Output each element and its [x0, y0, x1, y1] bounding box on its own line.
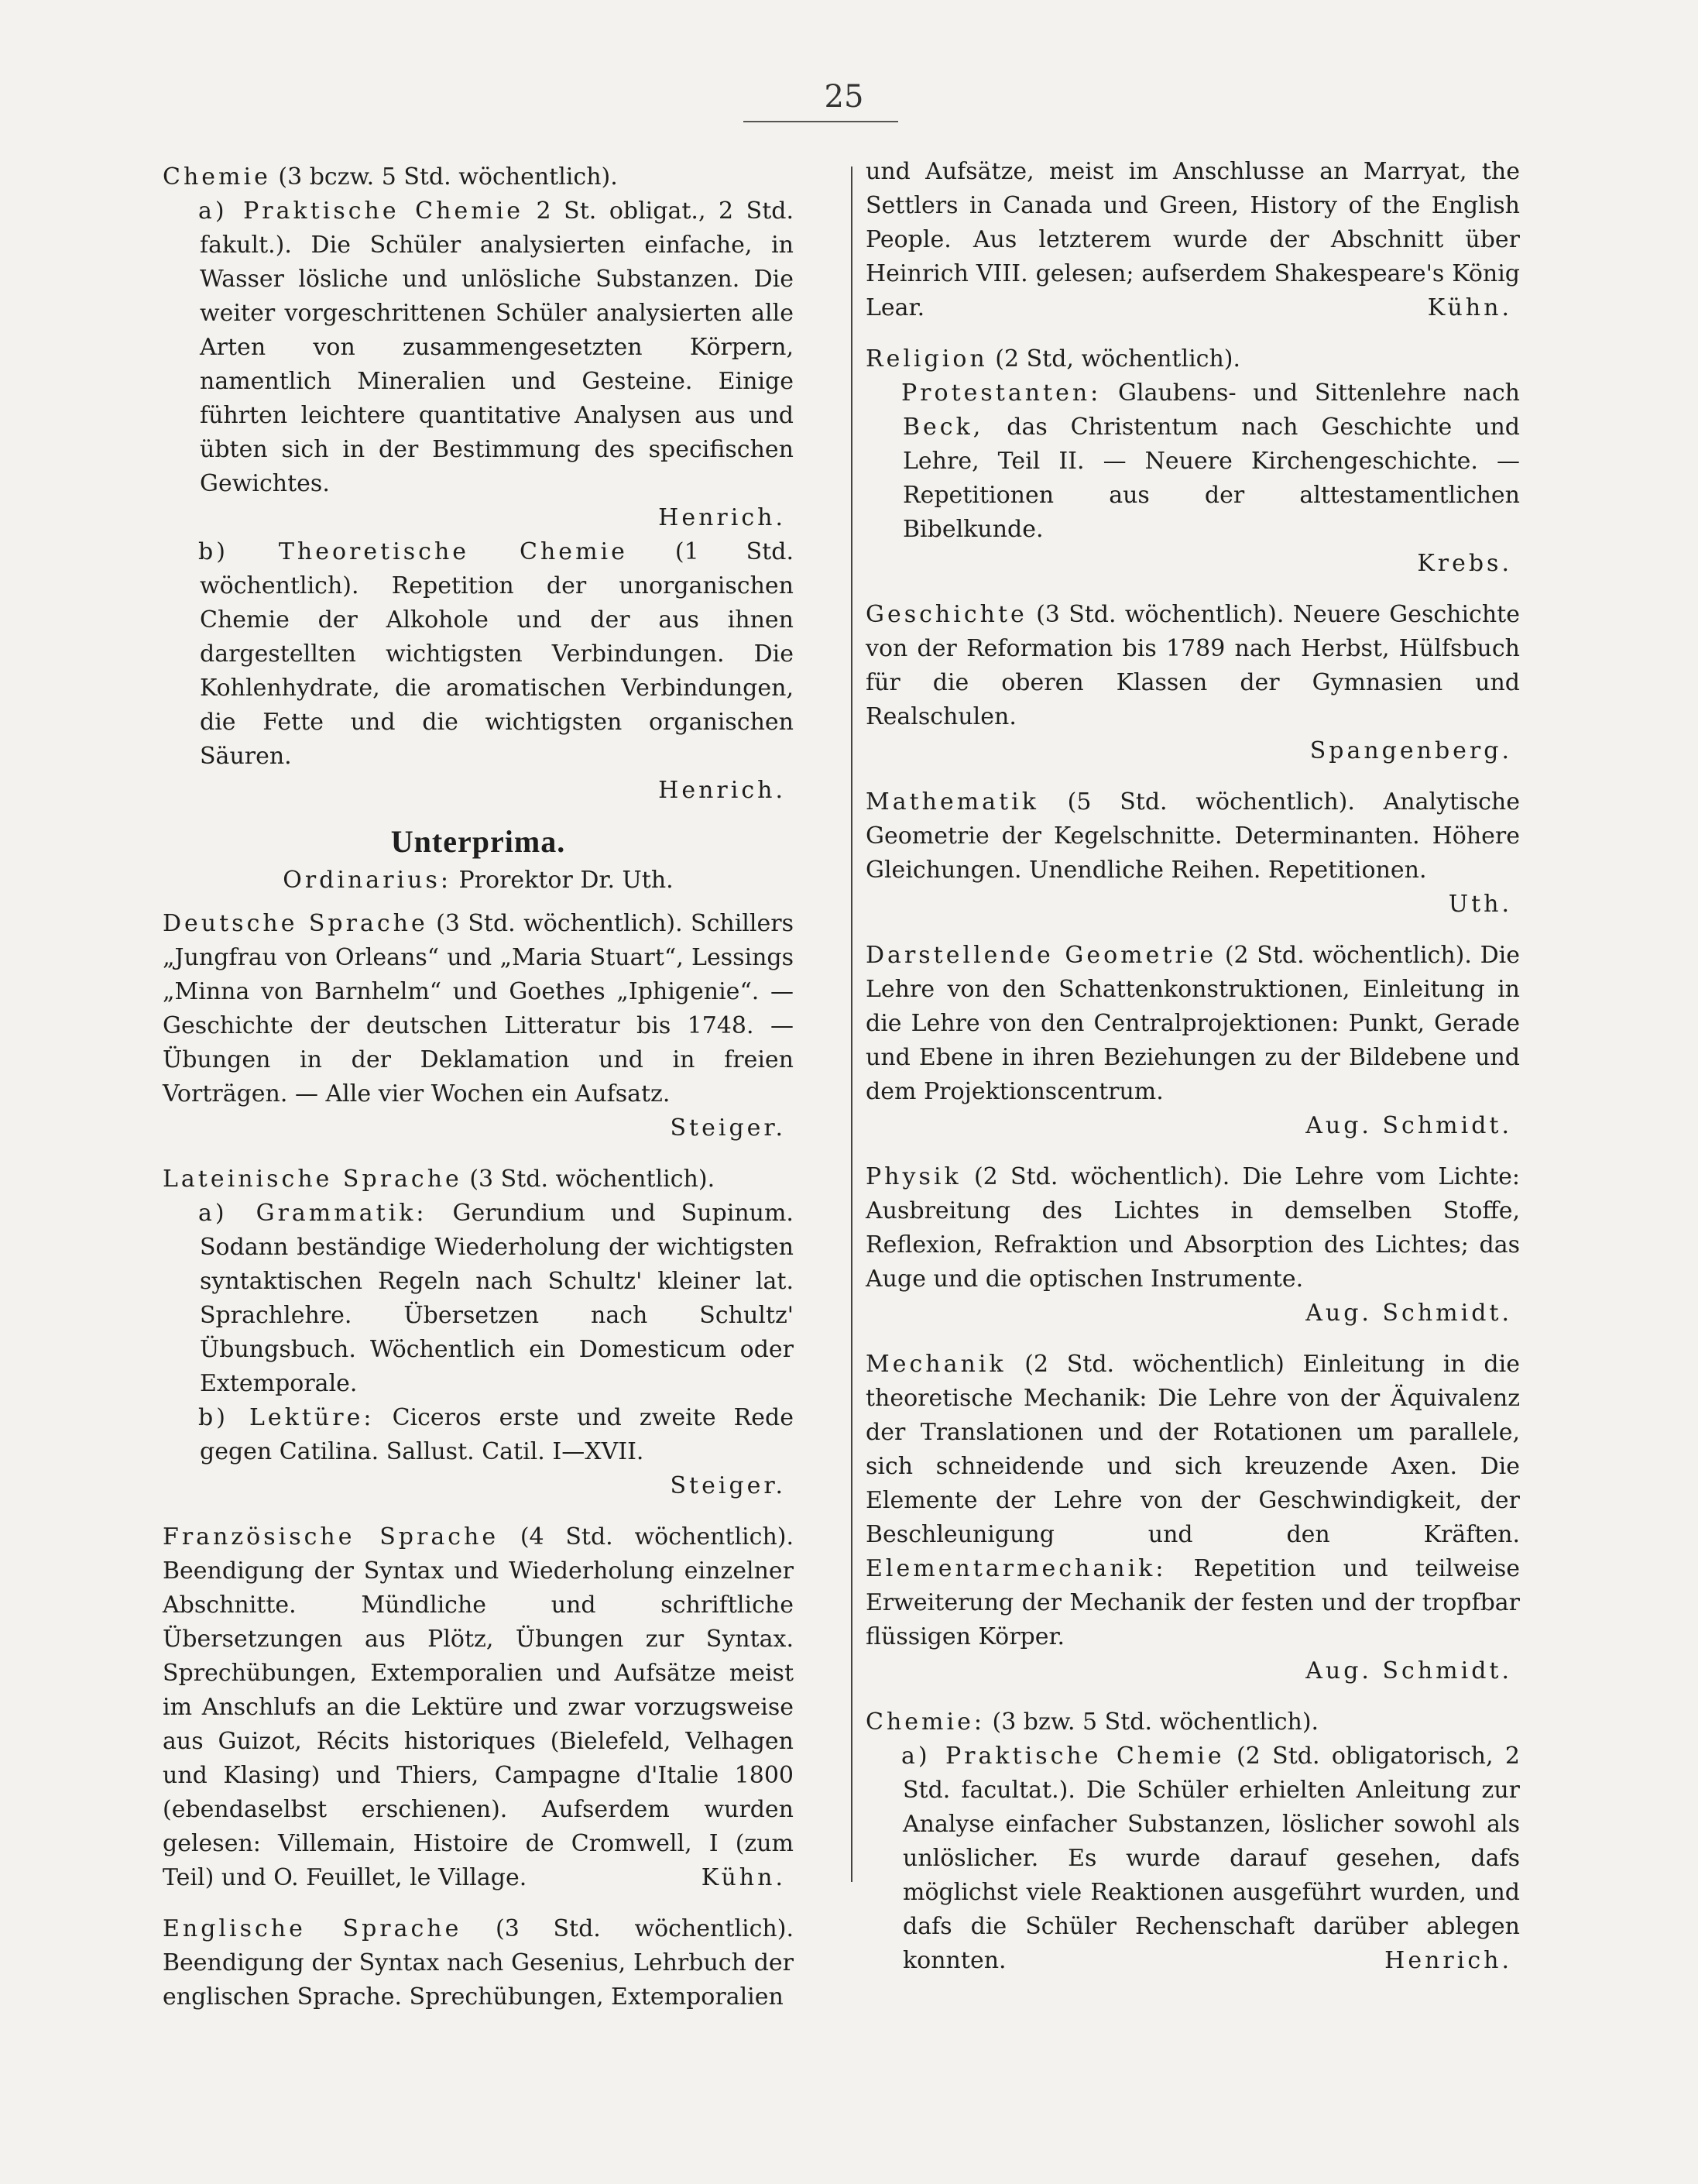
signature: Aug. Schmidt. [1305, 1300, 1512, 1327]
section-title: Religion [866, 345, 988, 373]
signature: Aug. Schmidt. [1305, 1657, 1512, 1684]
section-title: Französische Sprache [163, 1523, 499, 1550]
page-number: 25 [824, 79, 864, 115]
section-deutsche-sprache: Deutsche Sprache (3 Std. wöchentlich). Schillers „Jungfrau von Orleans“ und „Maria Stuart“, Lessings „Minna von Barnhelm“ und Goethes „Iphigenie“. — Geschichte der deutschen Litteratur bis 1748. — Übungen in der Deklamation und in freien Vorträgen. — Alle vier Wochen ein Aufsatz. Steiger. [163, 907, 794, 1145]
section-geschichte: Geschichte (3 Std. wöchentlich). Neuere Geschichte von der Reformation bis 1789 nach Herbst, Hülfsbuch für die oberen Klassen der Gymnasien und Realschulen. Spangenberg. [866, 598, 1520, 768]
section-title: Englische Sprache [163, 1915, 462, 1942]
subsection-title: b) Lektüre: [198, 1404, 375, 1431]
section-chemie-oberprima: Chemie (3 bczw. 5 Std. wöchentlich). a) Praktische Chemie 2 St. obligat., 2 Std. fakult.). Die Schüler analysierten einfache, in Wasser lösliche und unlösliche Substanzen. Die weiter vorgeschrittenen Schüler analysierten alle Arten von zusammengesetzten Körpern, namentlich Mineralien und Gesteine. Einige führten leichtere quantitative Analysen aus und übten sich in der Bestimmung des specifischen Gewichtes. Henrich. b) Theoretische Chemie (1 Std. wöchentlich). Repetition der unorganischen Chemie der Alkohole und der aus ihnen dargestellten wichtigsten Verbindungen. Die Kohlenhydrate, die aromatischen Verbindungen, die Fette und die wichtigsten organischen Säuren. Henrich. [163, 160, 794, 808]
subsection-title: Elementarmechanik: [866, 1555, 1167, 1582]
signature: Krebs. [1417, 550, 1512, 577]
signature: Spangenberg. [1309, 737, 1512, 764]
subsection-title: a) Praktische Chemie [198, 197, 523, 225]
section-title: Geschichte [866, 601, 1027, 628]
signature: Steiger. [670, 1472, 786, 1499]
signature: Kühn. [1427, 294, 1512, 321]
author-name: Beck, [903, 414, 984, 441]
section-chemie-unterprima: Chemie: (3 bzw. 5 Std. wöchentlich). a) Praktische Chemie (2 Std. obligatorisch, 2 Std. facultat.). Die Schüler erhielten Anleitung zur Analyse einfacher Substanzen, löslicher sowohl als unlöslicher. Es wurde darauf gesehen, dafs möglichst viele Reaktionen ausgeführt wurden, und dafs die Schüler Rechenschaft darüber ablegen konnten. Henrich. [866, 1705, 1520, 1978]
class-heading: Unterprima. [390, 824, 566, 859]
section-physik: Physik (2 Std. wöchentlich). Die Lehre vom Lichte: Ausbreitung des Lichtes in demselben Stoffe, Reflexion, Refraktion und Absorption des Lichtes; das Auge und die optischen Instrumente. Aug. Schmidt. [866, 1160, 1520, 1331]
left-column [163, 160, 794, 2031]
signature: Henrich. [1384, 1947, 1512, 1974]
column-divider [851, 167, 852, 1882]
section-title: Physik [866, 1163, 962, 1190]
section-mechanik: Mechanik (2 Std. wöchentlich) Einleitung in die theoretische Mechanik: Die Lehre von der Äquivalenz der Translationen und der Rotationen um parallele, sich schneidende und sich kreuzende Axen. Die Elemente der Lehre von der Geschwindigkeit, der Beschleunigung und den Kräften. Elementarmechanik: Repetition und teilweise Erweiterung der Mechanik der festen und der tropfbar flüssigen Körper. Aug. Schmidt. [866, 1348, 1520, 1688]
section-title: Chemie [163, 163, 271, 191]
section-englische-sprache-cont: und Aufsätze, meist im Anschlusse an Marryat, the Settlers in Canada und Green, History of the English People. Aus letzterem wurde der Abschnitt über Heinrich VIII. gelesen; aufserdem Shakespeare's König Lear. Kühn. [866, 155, 1520, 325]
section-darstellende-geometrie: Darstellende Geometrie (2 Std. wöchentlich). Die Lehre von den Schattenkonstruktionen, Einleitung in die Lehre von den Centralprojektionen: Punkt, Gerade und Ebene in ihren Beziehungen zu der Bildebene und dem Projektionscentrum. Aug. Schmidt. [866, 939, 1520, 1143]
signature: Uth. [1448, 891, 1512, 918]
section-title: Lateinische Sprache [163, 1166, 462, 1193]
section-title: Mathematik [866, 788, 1039, 816]
signature: Henrich. [658, 777, 786, 804]
section-mathematik: Mathematik (5 Std. wöchentlich). Analytische Geometrie der Kegelschnitte. Determinanten. Höhere Gleichungen. Unendliche Reihen. Repetitionen. Uth. [866, 785, 1520, 922]
page-number-rule [743, 121, 898, 122]
ordinarius-line: Ordinarius: Prorektor Dr. Uth. [283, 867, 674, 894]
signature: Henrich. [658, 504, 786, 531]
section-religion: Religion (2 Std, wöchentlich). Protestanten: Glaubens- und Sittenlehre nach Beck, das Christentum nach Geschichte und Lehre, Teil II. — Neuere Kirchengeschichte. — Repetitionen aus der alttestamentlichen Bibelkunde. Krebs. [866, 342, 1520, 581]
subsection-title: a) Grammatik: [198, 1200, 427, 1227]
signature: Steiger. [670, 1114, 786, 1142]
right-column [866, 155, 1520, 1995]
section-lateinische-sprache: Lateinische Sprache (3 Std. wöchentlich). a) Grammatik: Gerundium und Supinum. Sodann beständige Wiederholung der wichtigsten syntaktischen Regeln nach Schultz' kleiner lat. Sprachlehre. Übersetzen nach Schultz' Übungsbuch. Wöchentlich ein Domesticum oder Extemporale. b) Lektüre: Ciceros erste und zweite Rede gegen Catilina. Sallust. Catil. I—XVII. Steiger. [163, 1162, 794, 1503]
signature: Kühn. [701, 1864, 786, 1891]
section-title: Chemie: [866, 1708, 985, 1736]
section-franzoesische-sprache: Französische Sprache (4 Std. wöchentlich). Beendigung der Syntax und Wiederholung einzelner Abschnitte. Mündliche und schriftliche Übersetzungen aus Plötz, Übungen zur Syntax. Sprechübungen, Extemporalien und Aufsätze meist im Anschlufs an die Lektüre und zwar vorzugsweise aus Guizot, Récits historiques (Bielefeld, Velhagen und Klasing) und Thiers, Campagne d'Italie 1800 (ebendaselbst erschienen). Aufserdem wurden gelesen: Villemain, Histoire de Cromwell, I (zum Teil) und O. Feuillet, le Village. Kühn. [163, 1520, 794, 1895]
section-title: Mechanik [866, 1351, 1007, 1378]
signature: Aug. Schmidt. [1305, 1112, 1512, 1139]
section-title: Darstellende Geometrie [866, 942, 1217, 969]
section-title: Deutsche Sprache [163, 910, 428, 937]
subsection-title: b) Theoretische Chemie [198, 538, 628, 565]
section-englische-sprache: Englische Sprache (3 Std. wöchentlich). Beendigung der Syntax nach Gesenius, Lehrbuch der englischen Sprache. Sprechübungen, Extemporalien [163, 1915, 794, 2011]
subsection-title: Protestanten: [901, 379, 1102, 407]
subsection-title: a) Praktische Chemie [901, 1743, 1225, 1770]
